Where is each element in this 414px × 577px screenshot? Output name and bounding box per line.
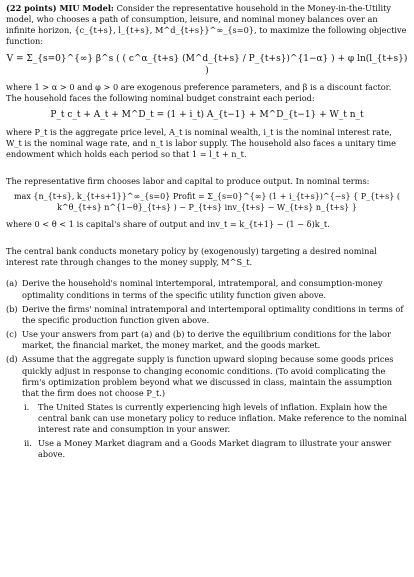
question-label: (b) [6, 303, 18, 314]
subquestion-i [24, 402, 408, 435]
subquestion-label: i. [24, 402, 30, 413]
question-a [6, 278, 408, 300]
question-d [6, 354, 408, 399]
subquestion-text: The United States is currently experiencing high levels of inflation. Explain how the central bank can use monetary policy to reduce inflation. Make reference to the nominal interest rate and consumption in your answer. [38, 402, 407, 435]
central-bank-paragraph: The central bank conducts monetary policy by (exogenously) targeting a desired nominal interest rate through changes to the money supply, M^S_t. [6, 246, 377, 268]
intro-paragraph [6, 3, 408, 48]
profit-max-operator: max {n_{t+s}, k_{t+s+1}}^∞_{s=0} [13, 192, 171, 202]
budget-equation: P_t c_t + A_t + M^D_t = (1 + i_t) A_{t−1} + M^D_{t−1} + W_t n_t [50, 110, 364, 121]
intro-text: Consider the representative household in the Money-in-the-Utility model, who chooses a path of consumption, leisure, and nominal money balances over an infinite horizon, {c_{t+s}, l_{t+s}, M^d_{t+s}}^∞_{s=0}, to maximize the following objective function: [6, 3, 407, 47]
subquestion-text: Use a Money Market diagram and a Goods Market diagram to illustrate your answer above. [38, 437, 392, 459]
subquestion-label: ii. [24, 437, 32, 448]
firm-paragraph: The representative firm chooses labor and capital to produce output. In nominal terms: [6, 176, 370, 187]
theta-paragraph: where 0 < θ < 1 is capital's share of output and inv_t = k_{t+1} − (1 − δ)k_t. [6, 219, 330, 230]
subquestion-ii [24, 438, 408, 460]
problem-title: (22 points) MIU Model: [6, 3, 114, 13]
question-label: (a) [6, 278, 18, 289]
question-label: (c) [6, 329, 17, 340]
question-text: Derive the household's nominal intertemporal, intratemporal, and consumption-money optimality conditions in terms of the specific utility function given above. [22, 278, 383, 300]
question-text: Derive the firms' nominal intratemporal and intertemporal optimality conditions in terms of the specific production function given above. [22, 303, 404, 325]
question-c [6, 329, 408, 351]
params-paragraph: where 1 > α > 0 and φ > 0 are exogenous preference parameters, and β is a discount factor. The household faces the following nominal budget constraint each period: [6, 82, 392, 104]
question-text: Use your answers from part (a) and (b) to derive the equilibrium conditions for the labor market, the financial market, the money market, and the goods market. [22, 329, 391, 351]
question-label: (d) [6, 354, 18, 365]
profit-expression: Profit = Σ_{s=0}^{∞} (1 + i_{t+s})^{−s} { P_{t+s} ( k^θ_{t+s} n^{1−θ}_{t+s} ) − P_{t+s} inv_{t+s} − W_{t+s} n_{t+s} } [57, 192, 401, 213]
utility-equation: V = Σ_{s=0}^{∞} β^s ( ( c^α_{t+s} (M^d_{t+s} / P_{t+s})^{1−α} ) + φ ln(l_{t+s}) ) [6, 53, 408, 76]
question-b [6, 304, 408, 326]
question-text: Assume that the aggregate supply is function upward sloping because some goods prices quickly adjust in response to changing economic conditions. (To avoid complicating the firm's optimization problem beyond what we discussed in class, maintain the assumption that the firm does not choose P_t.) [22, 354, 394, 398]
budget-paragraph: where P_t is the aggregate price level, A_t is nominal wealth, i_t is the nominal interest rate, W_t is the nominal wage rate, and n_t is labor supply. The household also faces a unitary time endowment which holds each period so that 1 = l_t + n_t. [6, 126, 396, 159]
profit-equation [6, 192, 408, 214]
